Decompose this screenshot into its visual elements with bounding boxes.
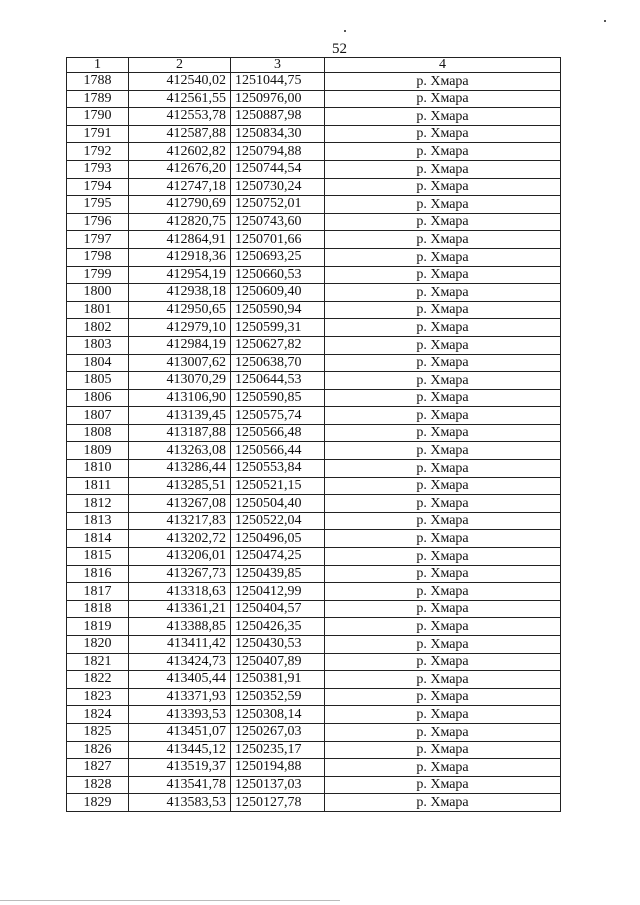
point-number-cell: 1825	[67, 723, 129, 741]
x-coordinate-cell: 413286,44	[129, 460, 231, 478]
table-row	[67, 125, 561, 143]
table-row	[67, 213, 561, 231]
y-coordinate-cell: 1250730,24	[231, 178, 325, 196]
point-number-cell: 1828	[67, 776, 129, 794]
x-coordinate-cell: 412984,19	[129, 336, 231, 354]
location-cell: р. Хмара	[325, 424, 561, 442]
coordinates-table	[66, 57, 561, 812]
y-coordinate-cell: 1250553,84	[231, 460, 325, 478]
location-cell: р. Хмара	[325, 723, 561, 741]
header-col-3: 3	[231, 58, 325, 73]
y-coordinate-cell: 1250308,14	[231, 706, 325, 724]
point-number-cell: 1817	[67, 583, 129, 601]
y-coordinate-cell: 1250430,53	[231, 636, 325, 654]
location-cell: р. Хмара	[325, 284, 561, 302]
point-number-cell: 1791	[67, 125, 129, 143]
location-cell: р. Хмара	[325, 160, 561, 178]
x-coordinate-cell: 412553,78	[129, 108, 231, 126]
location-cell: р. Хмара	[325, 776, 561, 794]
location-cell: р. Хмара	[325, 794, 561, 812]
x-coordinate-cell: 413318,63	[129, 583, 231, 601]
location-cell: р. Хмара	[325, 389, 561, 407]
x-coordinate-cell: 413388,85	[129, 618, 231, 636]
table-row	[67, 794, 561, 812]
table-header-row	[67, 58, 561, 73]
point-number-cell: 1790	[67, 108, 129, 126]
location-cell: р. Хмара	[325, 460, 561, 478]
x-coordinate-cell: 413393,53	[129, 706, 231, 724]
location-cell: р. Хмара	[325, 565, 561, 583]
location-cell: р. Хмара	[325, 530, 561, 548]
x-coordinate-cell: 412979,10	[129, 319, 231, 337]
x-coordinate-cell: 413519,37	[129, 759, 231, 777]
table-row	[67, 618, 561, 636]
x-coordinate-cell: 413405,44	[129, 671, 231, 689]
location-cell: р. Хмара	[325, 741, 561, 759]
table-row	[67, 407, 561, 425]
y-coordinate-cell: 1250352,59	[231, 688, 325, 706]
table-row	[67, 90, 561, 108]
location-cell: р. Хмара	[325, 354, 561, 372]
location-cell: р. Хмара	[325, 90, 561, 108]
table-row	[67, 196, 561, 214]
point-number-cell: 1818	[67, 600, 129, 618]
y-coordinate-cell: 1250660,53	[231, 266, 325, 284]
location-cell: р. Хмара	[325, 600, 561, 618]
y-coordinate-cell: 1250609,40	[231, 284, 325, 302]
location-cell: р. Хмара	[325, 196, 561, 214]
y-coordinate-cell: 1250566,44	[231, 442, 325, 460]
location-cell: р. Хмара	[325, 248, 561, 266]
point-number-cell: 1829	[67, 794, 129, 812]
location-cell: р. Хмара	[325, 407, 561, 425]
y-coordinate-cell: 1250521,15	[231, 477, 325, 495]
scan-speck-corner	[604, 20, 606, 22]
location-cell: р. Хмара	[325, 372, 561, 390]
point-number-cell: 1816	[67, 565, 129, 583]
location-cell: р. Хмара	[325, 688, 561, 706]
y-coordinate-cell: 1251044,75	[231, 73, 325, 91]
y-coordinate-cell: 1250235,17	[231, 741, 325, 759]
location-cell: р. Хмара	[325, 583, 561, 601]
point-number-cell: 1819	[67, 618, 129, 636]
table-row	[67, 512, 561, 530]
x-coordinate-cell: 413361,21	[129, 600, 231, 618]
y-coordinate-cell: 1250693,25	[231, 248, 325, 266]
y-coordinate-cell: 1250834,30	[231, 125, 325, 143]
point-number-cell: 1809	[67, 442, 129, 460]
scan-speck-top	[344, 30, 346, 32]
y-coordinate-cell: 1250522,04	[231, 512, 325, 530]
y-coordinate-cell: 1250267,03	[231, 723, 325, 741]
table-row	[67, 495, 561, 513]
point-number-cell: 1807	[67, 407, 129, 425]
point-number-cell: 1820	[67, 636, 129, 654]
x-coordinate-cell: 412918,36	[129, 248, 231, 266]
point-number-cell: 1801	[67, 301, 129, 319]
location-cell: р. Хмара	[325, 178, 561, 196]
point-number-cell: 1827	[67, 759, 129, 777]
y-coordinate-cell: 1250407,89	[231, 653, 325, 671]
y-coordinate-cell: 1250426,35	[231, 618, 325, 636]
table-row	[67, 548, 561, 566]
table-row	[67, 336, 561, 354]
location-cell: р. Хмара	[325, 653, 561, 671]
header-col-2: 2	[129, 58, 231, 73]
location-cell: р. Хмара	[325, 231, 561, 249]
y-coordinate-cell: 1250412,99	[231, 583, 325, 601]
table-row	[67, 389, 561, 407]
y-coordinate-cell: 1250575,74	[231, 407, 325, 425]
scan-edge-line	[0, 900, 340, 901]
location-cell: р. Хмара	[325, 477, 561, 495]
point-number-cell: 1815	[67, 548, 129, 566]
y-coordinate-cell: 1250439,85	[231, 565, 325, 583]
y-coordinate-cell: 1250744,54	[231, 160, 325, 178]
y-coordinate-cell: 1250566,48	[231, 424, 325, 442]
location-cell: р. Хмара	[325, 442, 561, 460]
x-coordinate-cell: 412950,65	[129, 301, 231, 319]
x-coordinate-cell: 412954,19	[129, 266, 231, 284]
point-number-cell: 1826	[67, 741, 129, 759]
y-coordinate-cell: 1250590,85	[231, 389, 325, 407]
table-row	[67, 442, 561, 460]
point-number-cell: 1802	[67, 319, 129, 337]
point-number-cell: 1800	[67, 284, 129, 302]
y-coordinate-cell: 1250701,66	[231, 231, 325, 249]
table-row	[67, 178, 561, 196]
location-cell: р. Хмара	[325, 266, 561, 284]
table-row	[67, 231, 561, 249]
point-number-cell: 1811	[67, 477, 129, 495]
point-number-cell: 1804	[67, 354, 129, 372]
x-coordinate-cell: 413371,93	[129, 688, 231, 706]
y-coordinate-cell: 1250137,03	[231, 776, 325, 794]
location-cell: р. Хмара	[325, 143, 561, 161]
location-cell: р. Хмара	[325, 671, 561, 689]
x-coordinate-cell: 413411,42	[129, 636, 231, 654]
y-coordinate-cell: 1250504,40	[231, 495, 325, 513]
y-coordinate-cell: 1250599,31	[231, 319, 325, 337]
y-coordinate-cell: 1250127,78	[231, 794, 325, 812]
y-coordinate-cell: 1250638,70	[231, 354, 325, 372]
point-number-cell: 1788	[67, 73, 129, 91]
point-number-cell: 1806	[67, 389, 129, 407]
x-coordinate-cell: 412587,88	[129, 125, 231, 143]
header-col-4: 4	[325, 58, 561, 73]
table-row	[67, 723, 561, 741]
location-cell: р. Хмара	[325, 548, 561, 566]
table-row	[67, 671, 561, 689]
point-number-cell: 1797	[67, 231, 129, 249]
location-cell: р. Хмара	[325, 706, 561, 724]
point-number-cell: 1794	[67, 178, 129, 196]
page-number: 52	[332, 41, 347, 57]
point-number-cell: 1792	[67, 143, 129, 161]
location-cell: р. Хмара	[325, 336, 561, 354]
table-row	[67, 565, 561, 583]
x-coordinate-cell: 413451,07	[129, 723, 231, 741]
location-cell: р. Хмара	[325, 125, 561, 143]
point-number-cell: 1814	[67, 530, 129, 548]
x-coordinate-cell: 413217,83	[129, 512, 231, 530]
x-coordinate-cell: 412864,91	[129, 231, 231, 249]
location-cell: р. Хмара	[325, 636, 561, 654]
x-coordinate-cell: 412602,82	[129, 143, 231, 161]
x-coordinate-cell: 413070,29	[129, 372, 231, 390]
x-coordinate-cell: 412747,18	[129, 178, 231, 196]
x-coordinate-cell: 412561,55	[129, 90, 231, 108]
table-row	[67, 530, 561, 548]
point-number-cell: 1795	[67, 196, 129, 214]
point-number-cell: 1813	[67, 512, 129, 530]
x-coordinate-cell: 413541,78	[129, 776, 231, 794]
point-number-cell: 1793	[67, 160, 129, 178]
table-row	[67, 636, 561, 654]
x-coordinate-cell: 412820,75	[129, 213, 231, 231]
table-body	[67, 73, 561, 812]
header-col-1: 1	[67, 58, 129, 73]
table-row	[67, 600, 561, 618]
x-coordinate-cell: 413202,72	[129, 530, 231, 548]
table-row	[67, 776, 561, 794]
y-coordinate-cell: 1250887,98	[231, 108, 325, 126]
point-number-cell: 1824	[67, 706, 129, 724]
x-coordinate-cell: 413267,08	[129, 495, 231, 513]
x-coordinate-cell: 413187,88	[129, 424, 231, 442]
location-cell: р. Хмара	[325, 512, 561, 530]
x-coordinate-cell: 413445,12	[129, 741, 231, 759]
point-number-cell: 1822	[67, 671, 129, 689]
x-coordinate-cell: 412790,69	[129, 196, 231, 214]
x-coordinate-cell: 413583,53	[129, 794, 231, 812]
table-row	[67, 583, 561, 601]
x-coordinate-cell: 412676,20	[129, 160, 231, 178]
table-row	[67, 143, 561, 161]
x-coordinate-cell: 413106,90	[129, 389, 231, 407]
location-cell: р. Хмара	[325, 213, 561, 231]
point-number-cell: 1789	[67, 90, 129, 108]
x-coordinate-cell: 412938,18	[129, 284, 231, 302]
table-row	[67, 477, 561, 495]
location-cell: р. Хмара	[325, 618, 561, 636]
point-number-cell: 1796	[67, 213, 129, 231]
y-coordinate-cell: 1250381,91	[231, 671, 325, 689]
y-coordinate-cell: 1250794,88	[231, 143, 325, 161]
x-coordinate-cell: 413139,45	[129, 407, 231, 425]
point-number-cell: 1808	[67, 424, 129, 442]
location-cell: р. Хмара	[325, 73, 561, 91]
point-number-cell: 1798	[67, 248, 129, 266]
table-row	[67, 160, 561, 178]
y-coordinate-cell: 1250627,82	[231, 336, 325, 354]
y-coordinate-cell: 1250976,00	[231, 90, 325, 108]
point-number-cell: 1799	[67, 266, 129, 284]
table-row	[67, 248, 561, 266]
point-number-cell: 1821	[67, 653, 129, 671]
x-coordinate-cell: 412540,02	[129, 73, 231, 91]
y-coordinate-cell: 1250496,05	[231, 530, 325, 548]
y-coordinate-cell: 1250194,88	[231, 759, 325, 777]
location-cell: р. Хмара	[325, 319, 561, 337]
x-coordinate-cell: 413007,62	[129, 354, 231, 372]
table-row	[67, 372, 561, 390]
table-row	[67, 460, 561, 478]
location-cell: р. Хмара	[325, 759, 561, 777]
table-row	[67, 688, 561, 706]
point-number-cell: 1805	[67, 372, 129, 390]
table-row	[67, 301, 561, 319]
y-coordinate-cell: 1250752,01	[231, 196, 325, 214]
point-number-cell: 1803	[67, 336, 129, 354]
x-coordinate-cell: 413206,01	[129, 548, 231, 566]
table-row	[67, 108, 561, 126]
table-row	[67, 653, 561, 671]
table-row	[67, 741, 561, 759]
x-coordinate-cell: 413424,73	[129, 653, 231, 671]
table-row	[67, 424, 561, 442]
y-coordinate-cell: 1250590,94	[231, 301, 325, 319]
point-number-cell: 1823	[67, 688, 129, 706]
y-coordinate-cell: 1250644,53	[231, 372, 325, 390]
table-row	[67, 284, 561, 302]
x-coordinate-cell: 413285,51	[129, 477, 231, 495]
x-coordinate-cell: 413267,73	[129, 565, 231, 583]
table-row	[67, 73, 561, 91]
y-coordinate-cell: 1250474,25	[231, 548, 325, 566]
location-cell: р. Хмара	[325, 108, 561, 126]
point-number-cell: 1810	[67, 460, 129, 478]
table-row	[67, 319, 561, 337]
y-coordinate-cell: 1250743,60	[231, 213, 325, 231]
point-number-cell: 1812	[67, 495, 129, 513]
location-cell: р. Хмара	[325, 301, 561, 319]
table-row	[67, 266, 561, 284]
x-coordinate-cell: 413263,08	[129, 442, 231, 460]
table-row	[67, 759, 561, 777]
y-coordinate-cell: 1250404,57	[231, 600, 325, 618]
table-row	[67, 354, 561, 372]
location-cell: р. Хмара	[325, 495, 561, 513]
table-row	[67, 706, 561, 724]
